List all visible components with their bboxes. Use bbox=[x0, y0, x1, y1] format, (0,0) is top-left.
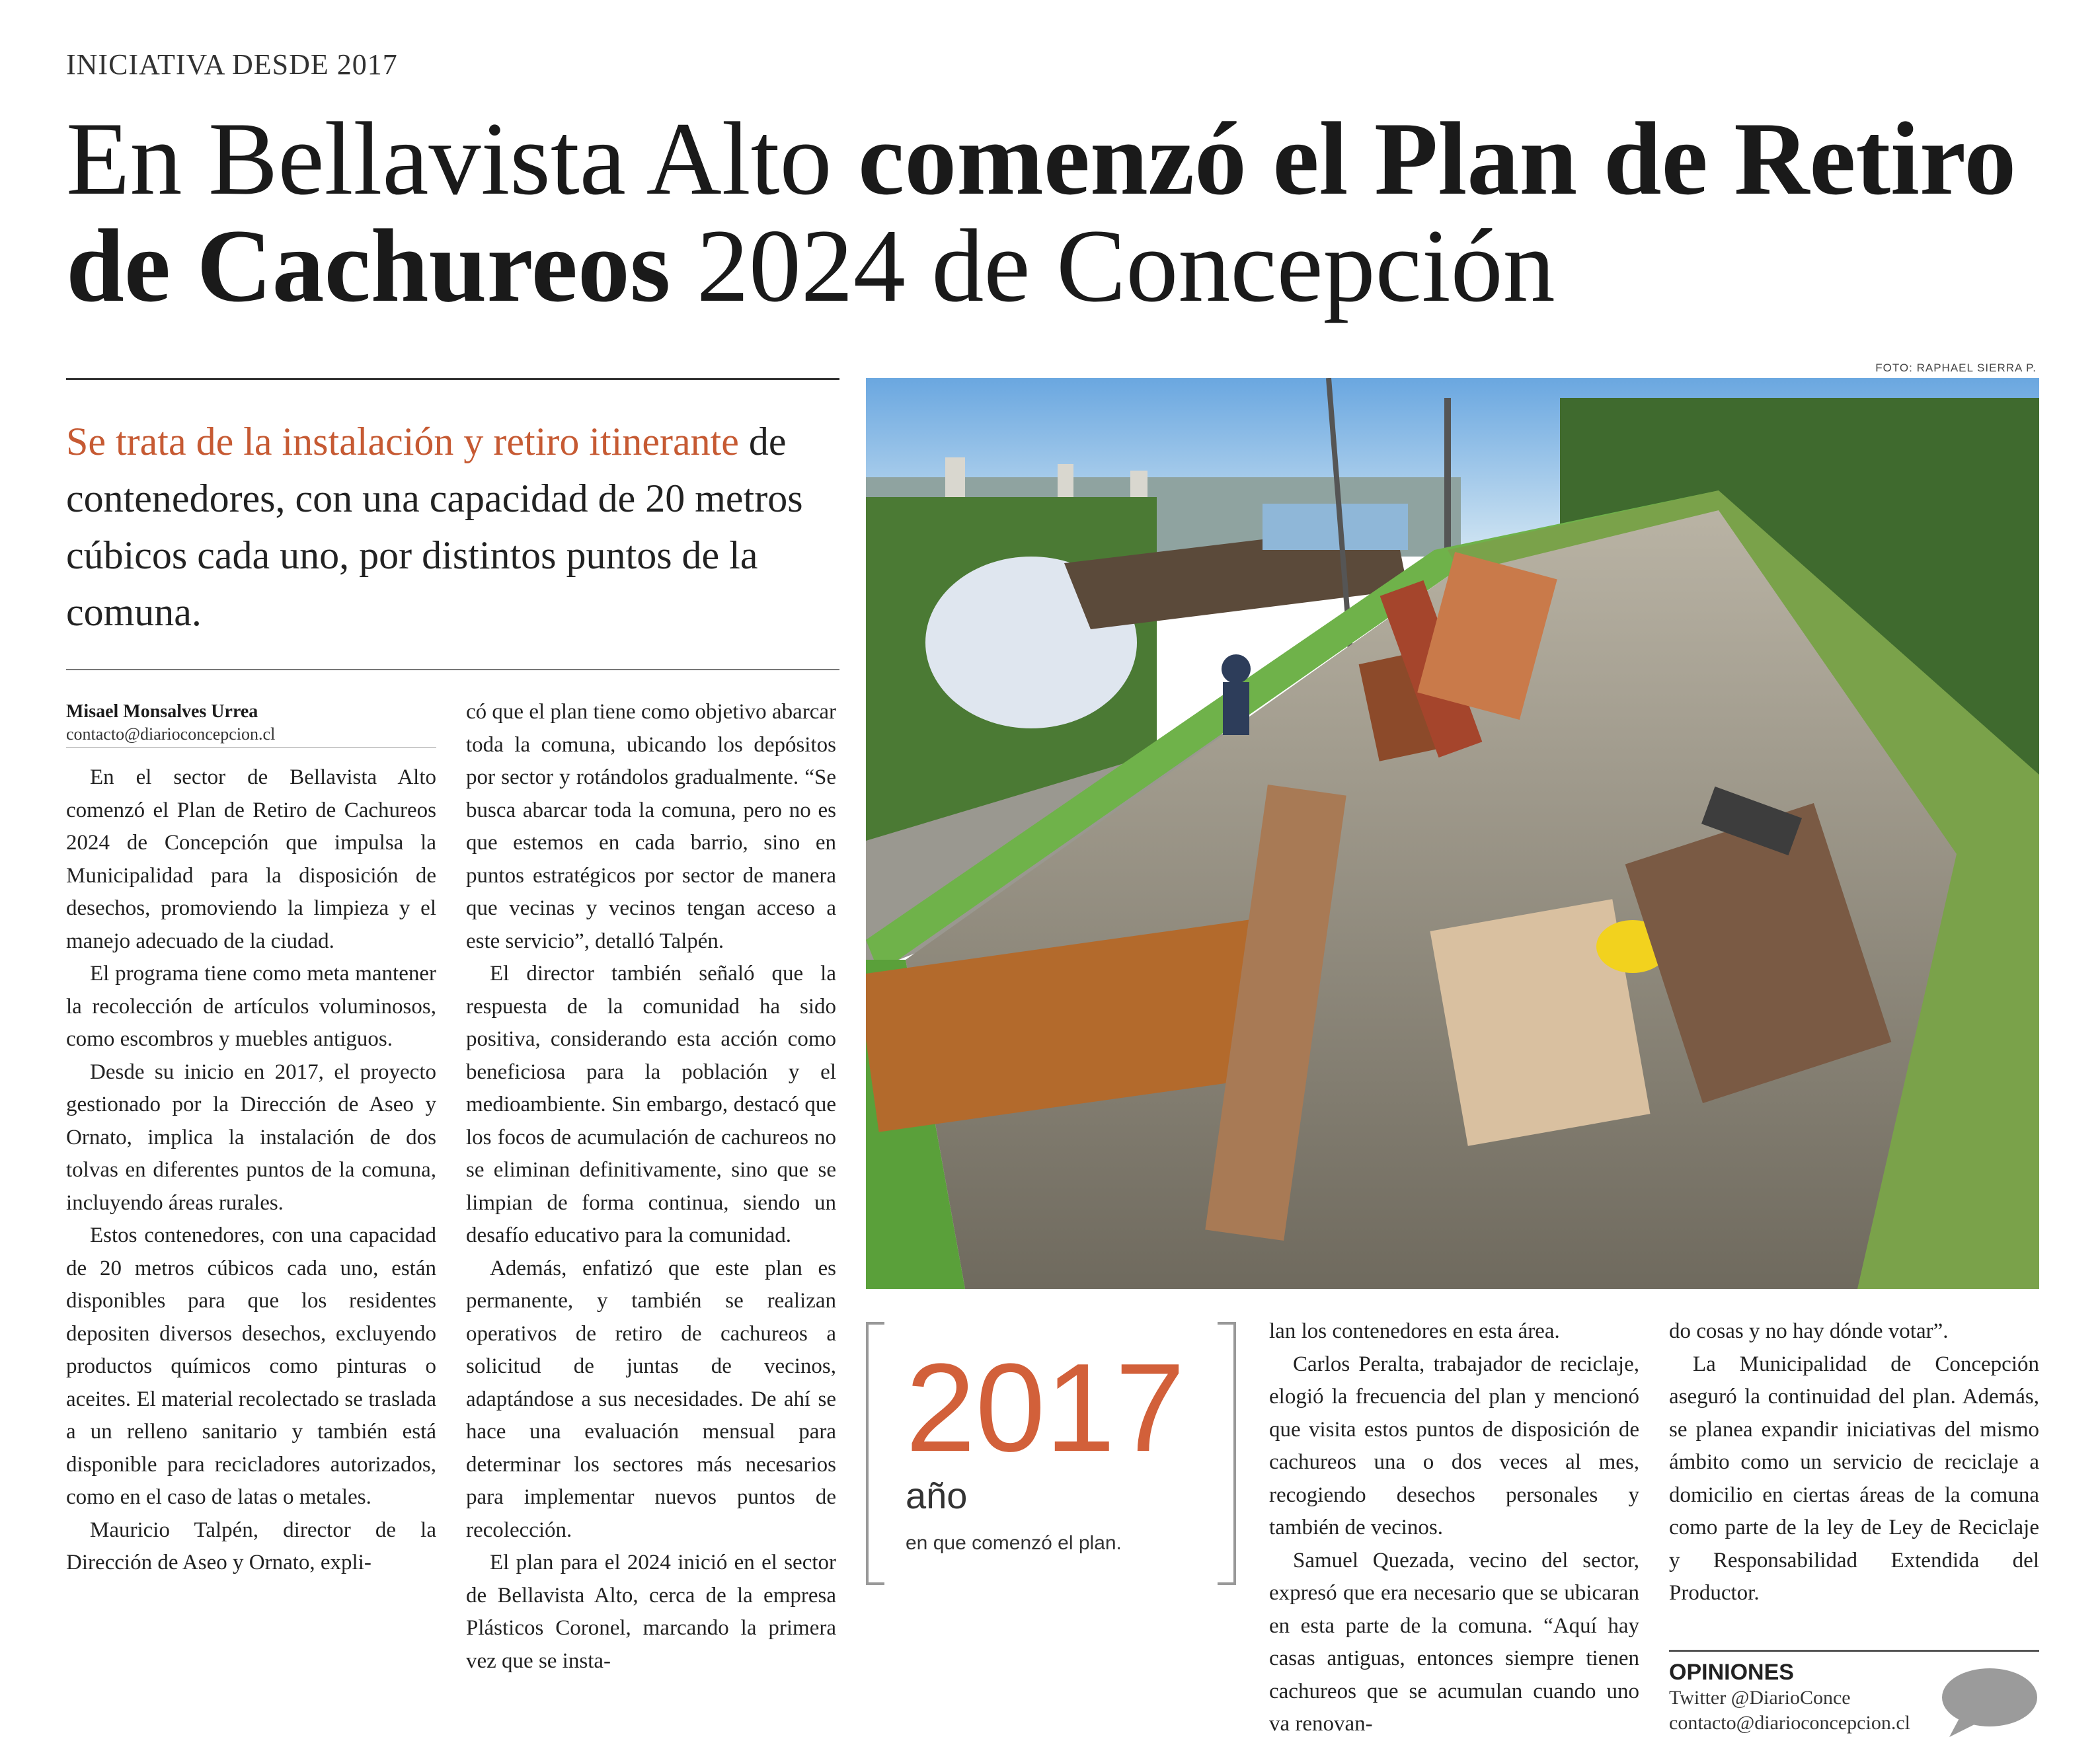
column-3-paragraph: Samuel Quezada, vecino del sector, expresó que era necesario que se ubicaran en esta parte de la comuna. “Aquí hay casas antiguas, entonces siempre tienen cachureos que se acumulan cuando uno va renovan- bbox=[1269, 1548, 1639, 1736]
column-3-paragraph: Carlos Peralta, trabajador de reciclaje, elogió la frecuencia del plan y mencionó que visita estos puntos de disposición de cachureos una o dos veces al mes, recogiendo desechos personales y también de vecinos. bbox=[1269, 1352, 1639, 1539]
byline-email: contacto@diarioconcepcion.cl bbox=[66, 724, 276, 744]
opinions-box bbox=[1669, 1659, 2039, 1736]
lead-highlight: Se trata de la instalación y retiro itinerante bbox=[66, 420, 739, 463]
opinions-email[interactable]: contacto@diarioconcepcion.cl bbox=[1669, 1712, 1910, 1734]
opinions-twitter[interactable]: Twitter @DiarioConce bbox=[1669, 1687, 1851, 1709]
column-2-paragraph: Además, enfatizó que este plan es permanente, y también se realizan operativos de retiro de cachureos a solicitud de juntas de vecinos, adaptándose a sus necesidades. De ahí se hace una evaluación mensual para determinar los sectores más necesarios para implementar nuevos puntos de recolección. bbox=[466, 1256, 836, 1542]
callout-description: en que comenzó el plan. bbox=[906, 1532, 1122, 1554]
body-column-1 bbox=[66, 761, 436, 1580]
body-column-3 bbox=[1269, 1315, 1639, 1741]
callout-number: 2017 bbox=[906, 1338, 1185, 1478]
headline-part1: En Bellavista Alto bbox=[66, 101, 859, 217]
news-photo bbox=[866, 378, 2039, 1289]
headline-part3: 2024 de Concepción bbox=[670, 208, 1555, 324]
byline-author: Misael Monsalves Urrea bbox=[66, 701, 258, 722]
opinions-rule bbox=[1669, 1650, 2039, 1652]
column-2-paragraph: El plan para el 2024 inició en el sector de Bellavista Alto, cerca de la empresa Plásticos Coronel, marcando la primera vez que se insta- bbox=[466, 1551, 836, 1673]
lead-bottom-rule bbox=[66, 669, 839, 670]
column-1-paragraph: Mauricio Talpén, director de la Dirección de Aseo y Ornato, expli- bbox=[66, 1518, 436, 1574]
column-1-paragraph: El programa tiene como meta mantener la recolección de artículos voluminosos, como escombros y muebles antiguos. bbox=[66, 962, 436, 1051]
headline bbox=[66, 101, 2049, 324]
column-1-paragraph: En el sector de Bellavista Alto comenzó el Plan de Retiro de Cachureos 2024 de Concepción que impulsa la Municipalidad para la disposición de desechos, promoviendo la limpieza y el manejo adecuado de la ciudad. bbox=[66, 765, 436, 953]
opinions-title: OPINIONES bbox=[1669, 1660, 1794, 1685]
lead-paragraph bbox=[66, 413, 846, 640]
callout-bracket-right bbox=[1218, 1322, 1236, 1585]
speech-bubble-icon bbox=[1940, 1666, 2039, 1738]
callout-unit: año bbox=[906, 1475, 968, 1516]
lead-rest: de contenedores, con una capacidad de 20 metros cúbicos cada uno, por distintos puntos de la comuna. bbox=[66, 420, 803, 634]
lead-top-rule bbox=[66, 378, 839, 380]
callout-bracket-left bbox=[866, 1322, 884, 1585]
column-1-paragraph: Desde su inicio en 2017, el proyecto gestionado por la Dirección de Aseo y Ornato, implica la instalación de dos tolvas en diferentes puntos de la comuna, incluyendo áreas rurales. bbox=[66, 1060, 436, 1215]
column-3-paragraph: lan los contenedores en esta área. bbox=[1269, 1319, 1560, 1343]
column-4-paragraph: La Municipalidad de Concepción aseguró la continuidad del plan. Además, se planea expandir iniciativas del mismo ámbito como un servicio de reciclaje a domicilio en ciertas áreas de la comuna como parte de la ley de Ley de Reciclaje y Responsabilidad Extendida del Productor. bbox=[1669, 1352, 2039, 1605]
byline-rule bbox=[66, 747, 436, 748]
photo-illustration bbox=[866, 378, 2039, 1289]
column-1-paragraph: Estos contenedores, con una capacidad de 20 metros cúbicos cada uno, están disponibles para que los residentes depositen diversos desechos, excluyendo productos químicos como pinturas o aceites. El material recolectado se traslada a un relleno sanitario y también está disponible para recicladores autorizados, como en el caso de latas o metales. bbox=[66, 1223, 436, 1509]
body-column-4 bbox=[1669, 1315, 2039, 1610]
pedestrian-body bbox=[1223, 682, 1249, 735]
blue-roof bbox=[1263, 504, 1408, 550]
column-4-paragraph: do cosas y no hay dónde votar”. bbox=[1669, 1319, 1949, 1343]
pedestrian bbox=[1222, 654, 1251, 683]
column-2-paragraph: El director también señaló que la respuesta de la comunidad ha sido positiva, considerando esta acción como beneficiosa para la población y el medioambiente. Sin embargo, destacó que los focos de acumulación de cachureos no se eliminan definitivamente, sino que se limpian de forma continua, siendo un desafío educativo para la comunidad. bbox=[466, 962, 836, 1247]
callout-box bbox=[866, 1322, 1236, 1580]
body-column-2 bbox=[466, 696, 836, 1678]
kicker: INICIATIVA DESDE 2017 bbox=[66, 48, 398, 81]
column-2-paragraph: có que el plan tiene como objetivo abarcar toda la comuna, ubicando los depósitos por sector y rotándolos gradualmente. “Se busca abarcar toda la comuna, pero no es que estemos en cada barrio, sino en puntos estratégicos por sector de manera que vecinas y vecinos tengan acceso a este servicio”, detalló Talpén. bbox=[466, 700, 836, 953]
headline-bold: comenzó el Plan de Retiro de Cachureos bbox=[66, 101, 2017, 324]
photo-credit: FOTO: RAPHAEL SIERRA P. bbox=[1875, 362, 2037, 374]
byline bbox=[66, 701, 436, 746]
